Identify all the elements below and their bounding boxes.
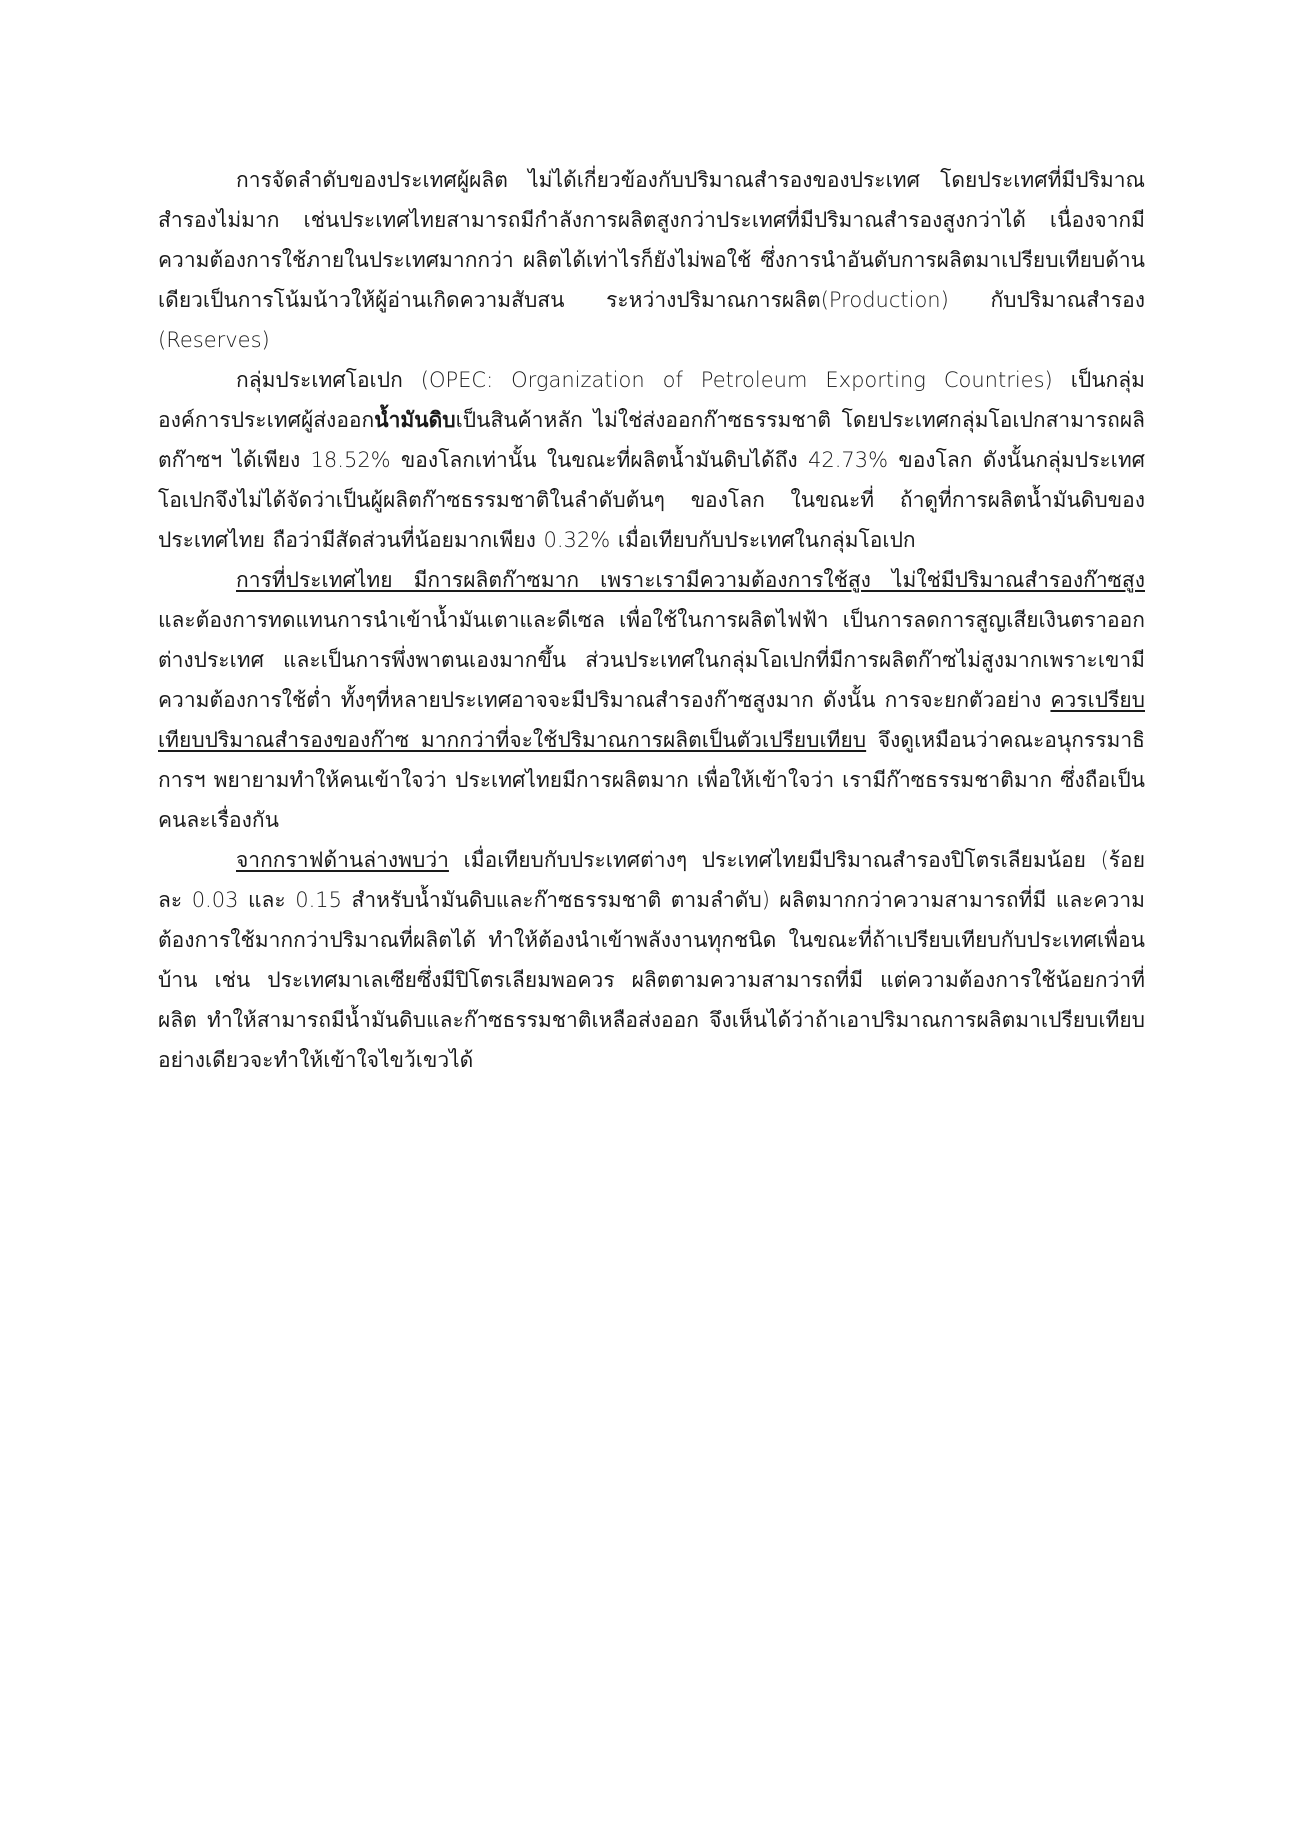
paragraph-text: กลุ่มประเทศโอเปก (OPEC: Organization of Petroleum Exporting Countries) เป็นกลุ่มองค์การประเทศผู้ส่งออก <box>158 368 1145 432</box>
paragraph-text: การจัดลำดับของประเทศผู้ผลิต ไม่ได้เกี่ยวข้องกับปริมาณสำรองของประเทศ โดยประเทศที่มีปริมาณสำรองไม่มาก เช่นประเทศไทยสามารถมีกำลังการผลิตสูงกว่าประเทศที่มีปริมาณสำรองสูงกว่าได้ เนื่องจากมีความต้องการใช้ภายในประเทศมากกว่า ผลิตได้เท่าไรก็ยังไม่พอใช้ ซึ่งการนำอันดับการผลิตมาเปรียบเทียบด้านเดียวเป็นการโน้มน้าวให้ผู้อ่านเกิดความสับสน ระหว่างปริมาณการผลิต(Production) กับปริมาณสำรอง (Reserves) <box>158 168 1145 352</box>
paragraph-production-ranking <box>158 160 1145 360</box>
paragraph-text: เป็นสินค้าหลัก ไม่ใช่ส่งออกก๊าซธรรมชาติ โดยประเทศกลุ่มโอเปกสามารถผลิตก๊าซฯ ได้เพียง 18.52% ของโลกเท่านั้น ในขณะที่ผลิตน้ำมันดิบได้ถึง 42.73% ของโลก ดังนั้นกลุ่มประเทศโอเปกจึงไม่ได้จัดว่าเป็นผู้ผลิตก๊าซธรรมชาติในลำดับต้นๆ ของโลก ในขณะที่ ถ้าดูที่การผลิตน้ำมันดิบของประเทศไทย ถือว่ามีสัดส่วนที่น้อยมากเพียง 0.32% เมื่อเทียบกับประเทศในกลุ่มโอเปก <box>158 408 1145 552</box>
paragraph-text: จึงดูเหมือนว่าคณะอนุกรรมาธิการฯ พยายามทำให้คนเข้าใจว่า ประเทศไทยมีการผลิตมาก เพื่อให้เข้าใจว่า เรามีก๊าซธรรมชาติมาก ซึ่งถือเป็นคนละเรื่องกัน <box>158 728 1145 832</box>
paragraph-text: เมื่อเทียบกับประเทศต่างๆ ประเทศไทยมีปริมาณสำรองปิโตรเลียมน้อย (ร้อยละ 0.03 และ 0.15 สำหรับน้ำมันดิบและก๊าซธรรมชาติ ตามลำดับ) ผลิตมากกว่าความสามารถที่มี และความต้องการใช้มากกว่าปริมาณที่ผลิตได้ ทำให้ต้องนำเข้าพลังงานทุกชนิด ในขณะที่ถ้าเปรียบเทียบกับประเทศเพื่อนบ้าน เช่น ประเทศมาเลเซียซึ่งมีปิโตรเลียมพอควร ผลิตตามความสามารถที่มี แต่ความต้องการใช้น้อยกว่าที่ผลิต ทำให้สามารถมีน้ำมันดิบและก๊าซธรรมชาติเหลือส่งออก จึงเห็นได้ว่าถ้าเอาปริมาณการผลิตมาเปรียบเทียบอย่างเดียวจะทำให้เข้าใจไขว้เขวได้ <box>158 848 1145 1072</box>
underlined-graph-lead: จากกราฟด้านล่างพบว่า <box>236 848 449 872</box>
underlined-claim: การที่ประเทศไทย มีการผลิตก๊าซมาก เพราะเรามีความต้องการใช้สูง ไม่ใช่มีปริมาณสำรองก๊าซสูง <box>236 568 1145 592</box>
paragraph-graph-summary <box>158 840 1145 1080</box>
paragraph-opec <box>158 360 1145 560</box>
paragraph-thailand-gas <box>158 560 1145 840</box>
underlined-recommendation: ควรเปรียบเทียบปริมาณสำรองของก๊าซ มากกว่าที่จะใช้ปริมาณการผลิตเป็นตัวเปรียบเทียบ <box>158 688 1145 752</box>
paragraph-text: และต้องการทดแทนการนำเข้าน้ำมันเตาและดีเซล เพื่อใช้ในการผลิตไฟฟ้า เป็นการลดการสูญเสียเงินตราออกต่างประเทศ และเป็นการพึ่งพาตนเองมากขึ้น ส่วนประเทศในกลุ่มโอเปกที่มีการผลิตก๊าซไม่สูงมากเพราะเขามีความต้องการใช้ต่ำ ทั้งๆที่หลายประเทศอาจจะมีปริมาณสำรองก๊าซสูงมาก ดังนั้น การจะยกตัวอย่าง <box>158 608 1145 712</box>
bold-crude-oil: น้ำมันดิบ <box>374 408 456 432</box>
document-body <box>158 160 1145 1080</box>
